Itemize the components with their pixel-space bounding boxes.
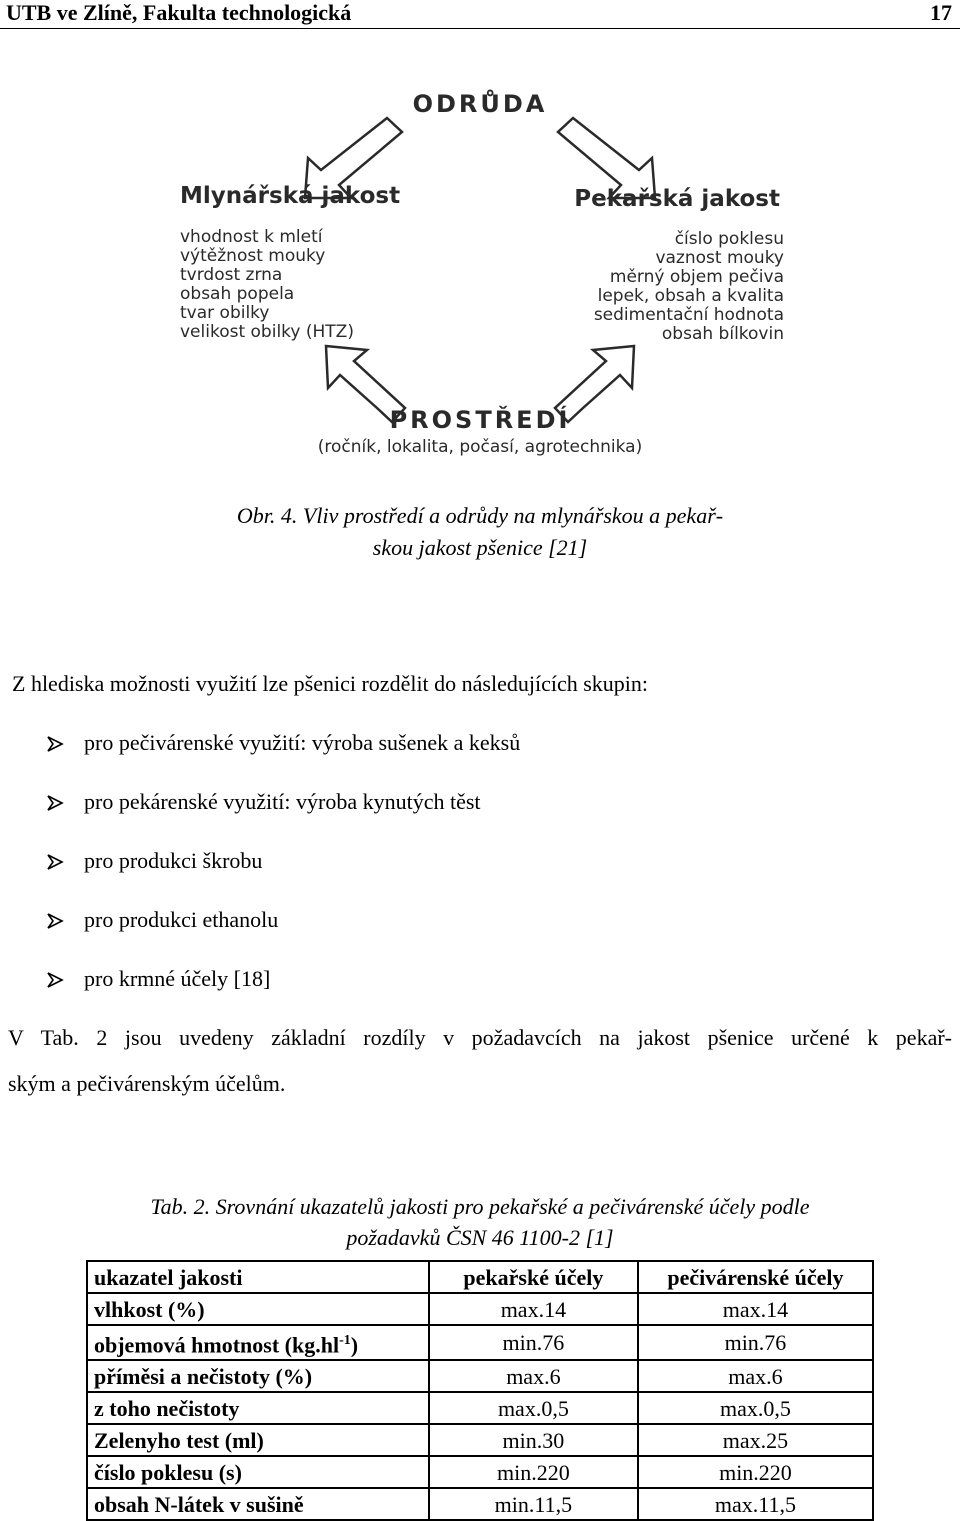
- diagram-left-item: výtěžnost mouky: [180, 246, 326, 266]
- row-label: číslo poklesu (s): [87, 1456, 429, 1488]
- bakery-value: min.220: [429, 1456, 638, 1488]
- row-label: příměsi a nečistoty (%): [87, 1360, 429, 1392]
- body-paragraph-line: ským a pečivárenským účelům.: [8, 1071, 286, 1096]
- diagram-right-item: obsah bílkovin: [661, 324, 784, 344]
- pastry-value: max.14: [638, 1293, 873, 1325]
- page-header: [0, 0, 960, 29]
- arrowhead-bullet-icon: [46, 912, 64, 930]
- row-label: Zelenyho test (ml): [87, 1424, 429, 1456]
- table-row: [87, 1488, 873, 1520]
- row-label: obsah N-látek v sušině: [87, 1488, 429, 1520]
- diagram-bottom-sublabel: (ročník, lokalita, počasí, agrotechnika): [317, 437, 643, 457]
- table-header-row: [87, 1261, 873, 1293]
- list-item-text: pro pečivárenské využití: výroba sušenek a keksů: [84, 730, 521, 755]
- diagram-left-item: obsah popela: [180, 284, 295, 304]
- page-number: 17: [930, 0, 952, 25]
- diagram-right-title: Pekařská jakost: [574, 186, 780, 212]
- bakery-value: min.76: [429, 1325, 638, 1360]
- table-row: [87, 1424, 873, 1456]
- row-label-suffix: ): [350, 1332, 359, 1358]
- diagram-right-item: sedimentační hodnota: [593, 305, 784, 325]
- row-label-superscript: -1: [339, 1333, 351, 1348]
- list-item-text: pro krmné účely [18]: [84, 966, 271, 991]
- header-title: UTB ve Zlíně, Fakulta technologická: [6, 0, 352, 25]
- diagram-left-item: tvrdost zrna: [180, 265, 283, 285]
- bakery-value: min.11,5: [429, 1488, 638, 1520]
- pastry-value: max.0,5: [638, 1392, 873, 1424]
- table-row: [87, 1456, 873, 1488]
- table-row: [87, 1360, 873, 1392]
- arrowhead-bullet-icon: [46, 794, 64, 812]
- row-label: [87, 1325, 429, 1360]
- list-item-text: pro produkci ethanolu: [84, 907, 279, 932]
- table-caption-line: požadavků ČSN 46 1100-2 [1]: [346, 1225, 614, 1250]
- column-header: ukazatel jakosti: [87, 1261, 429, 1293]
- diagram-right-item: číslo poklesu: [674, 229, 784, 249]
- arrowhead-bullet-icon: [46, 971, 64, 989]
- bakery-value: min.30: [429, 1424, 638, 1456]
- bakery-value: max.6: [429, 1360, 638, 1392]
- row-label-text: objemová hmotnost (kg.hl: [94, 1332, 340, 1358]
- pastry-value: min.76: [638, 1325, 873, 1360]
- table-row: [87, 1293, 873, 1325]
- figure-caption-line: skou jakost pšenice [21]: [372, 535, 588, 560]
- pastry-value: max.6: [638, 1360, 873, 1392]
- list-item-text: pro produkci škrobu: [84, 848, 263, 873]
- bakery-value: max.14: [429, 1293, 638, 1325]
- list-item-text: pro pekárenské využití: výroba kynutých těst: [84, 789, 481, 814]
- column-header: pekařské účely: [429, 1261, 638, 1293]
- arrowhead-bullet-icon: [46, 853, 64, 871]
- diagram-right-item: lepek, obsah a kvalita: [597, 286, 784, 306]
- diagram-bottom-label: PROSTŘEDÍ: [389, 406, 571, 434]
- pastry-value: max.11,5: [638, 1488, 873, 1520]
- diagram-top-label: ODRŮDA: [412, 90, 548, 118]
- row-label: vlhkost (%): [87, 1293, 429, 1325]
- arrowhead-bullet-icon: [46, 735, 64, 753]
- diagram-left-item: velikost obilky (HTZ): [180, 322, 354, 342]
- table-row: [87, 1325, 873, 1360]
- bakery-value: max.0,5: [429, 1392, 638, 1424]
- diagram-left-item: tvar obilky: [180, 303, 270, 323]
- diagram-right-item: měrný objem pečiva: [609, 267, 784, 287]
- table-row: [87, 1392, 873, 1424]
- intro-text: Z hlediska možnosti využití lze pšenici rozdělit do následujících skupin:: [12, 671, 649, 696]
- row-label: z toho nečistoty: [87, 1392, 429, 1424]
- quality-table: [86, 1260, 874, 1521]
- diagram-left-item: vhodnost k mletí: [180, 227, 323, 247]
- pastry-value: max.25: [638, 1424, 873, 1456]
- figure-caption-line: Obr. 4. Vliv prostředí a odrůdy na mlynářskou a pekař-: [236, 503, 724, 528]
- diagram-right-item: vaznost mouky: [655, 248, 784, 268]
- quality-diagram: [140, 70, 820, 470]
- pastry-value: min.220: [638, 1456, 873, 1488]
- table-caption-line: Tab. 2. Srovnání ukazatelů jakosti pro pekařské a pečivárenské účely podle: [150, 1194, 810, 1219]
- diagram-left-title: Mlynářská jakost: [180, 183, 401, 209]
- column-header: pečivárenské účely: [638, 1261, 873, 1293]
- body-paragraph-line: V Tab. 2 jsou uvedeny základní rozdíly v požadavcích na jakost pšenice určené k pekař-: [8, 1025, 952, 1050]
